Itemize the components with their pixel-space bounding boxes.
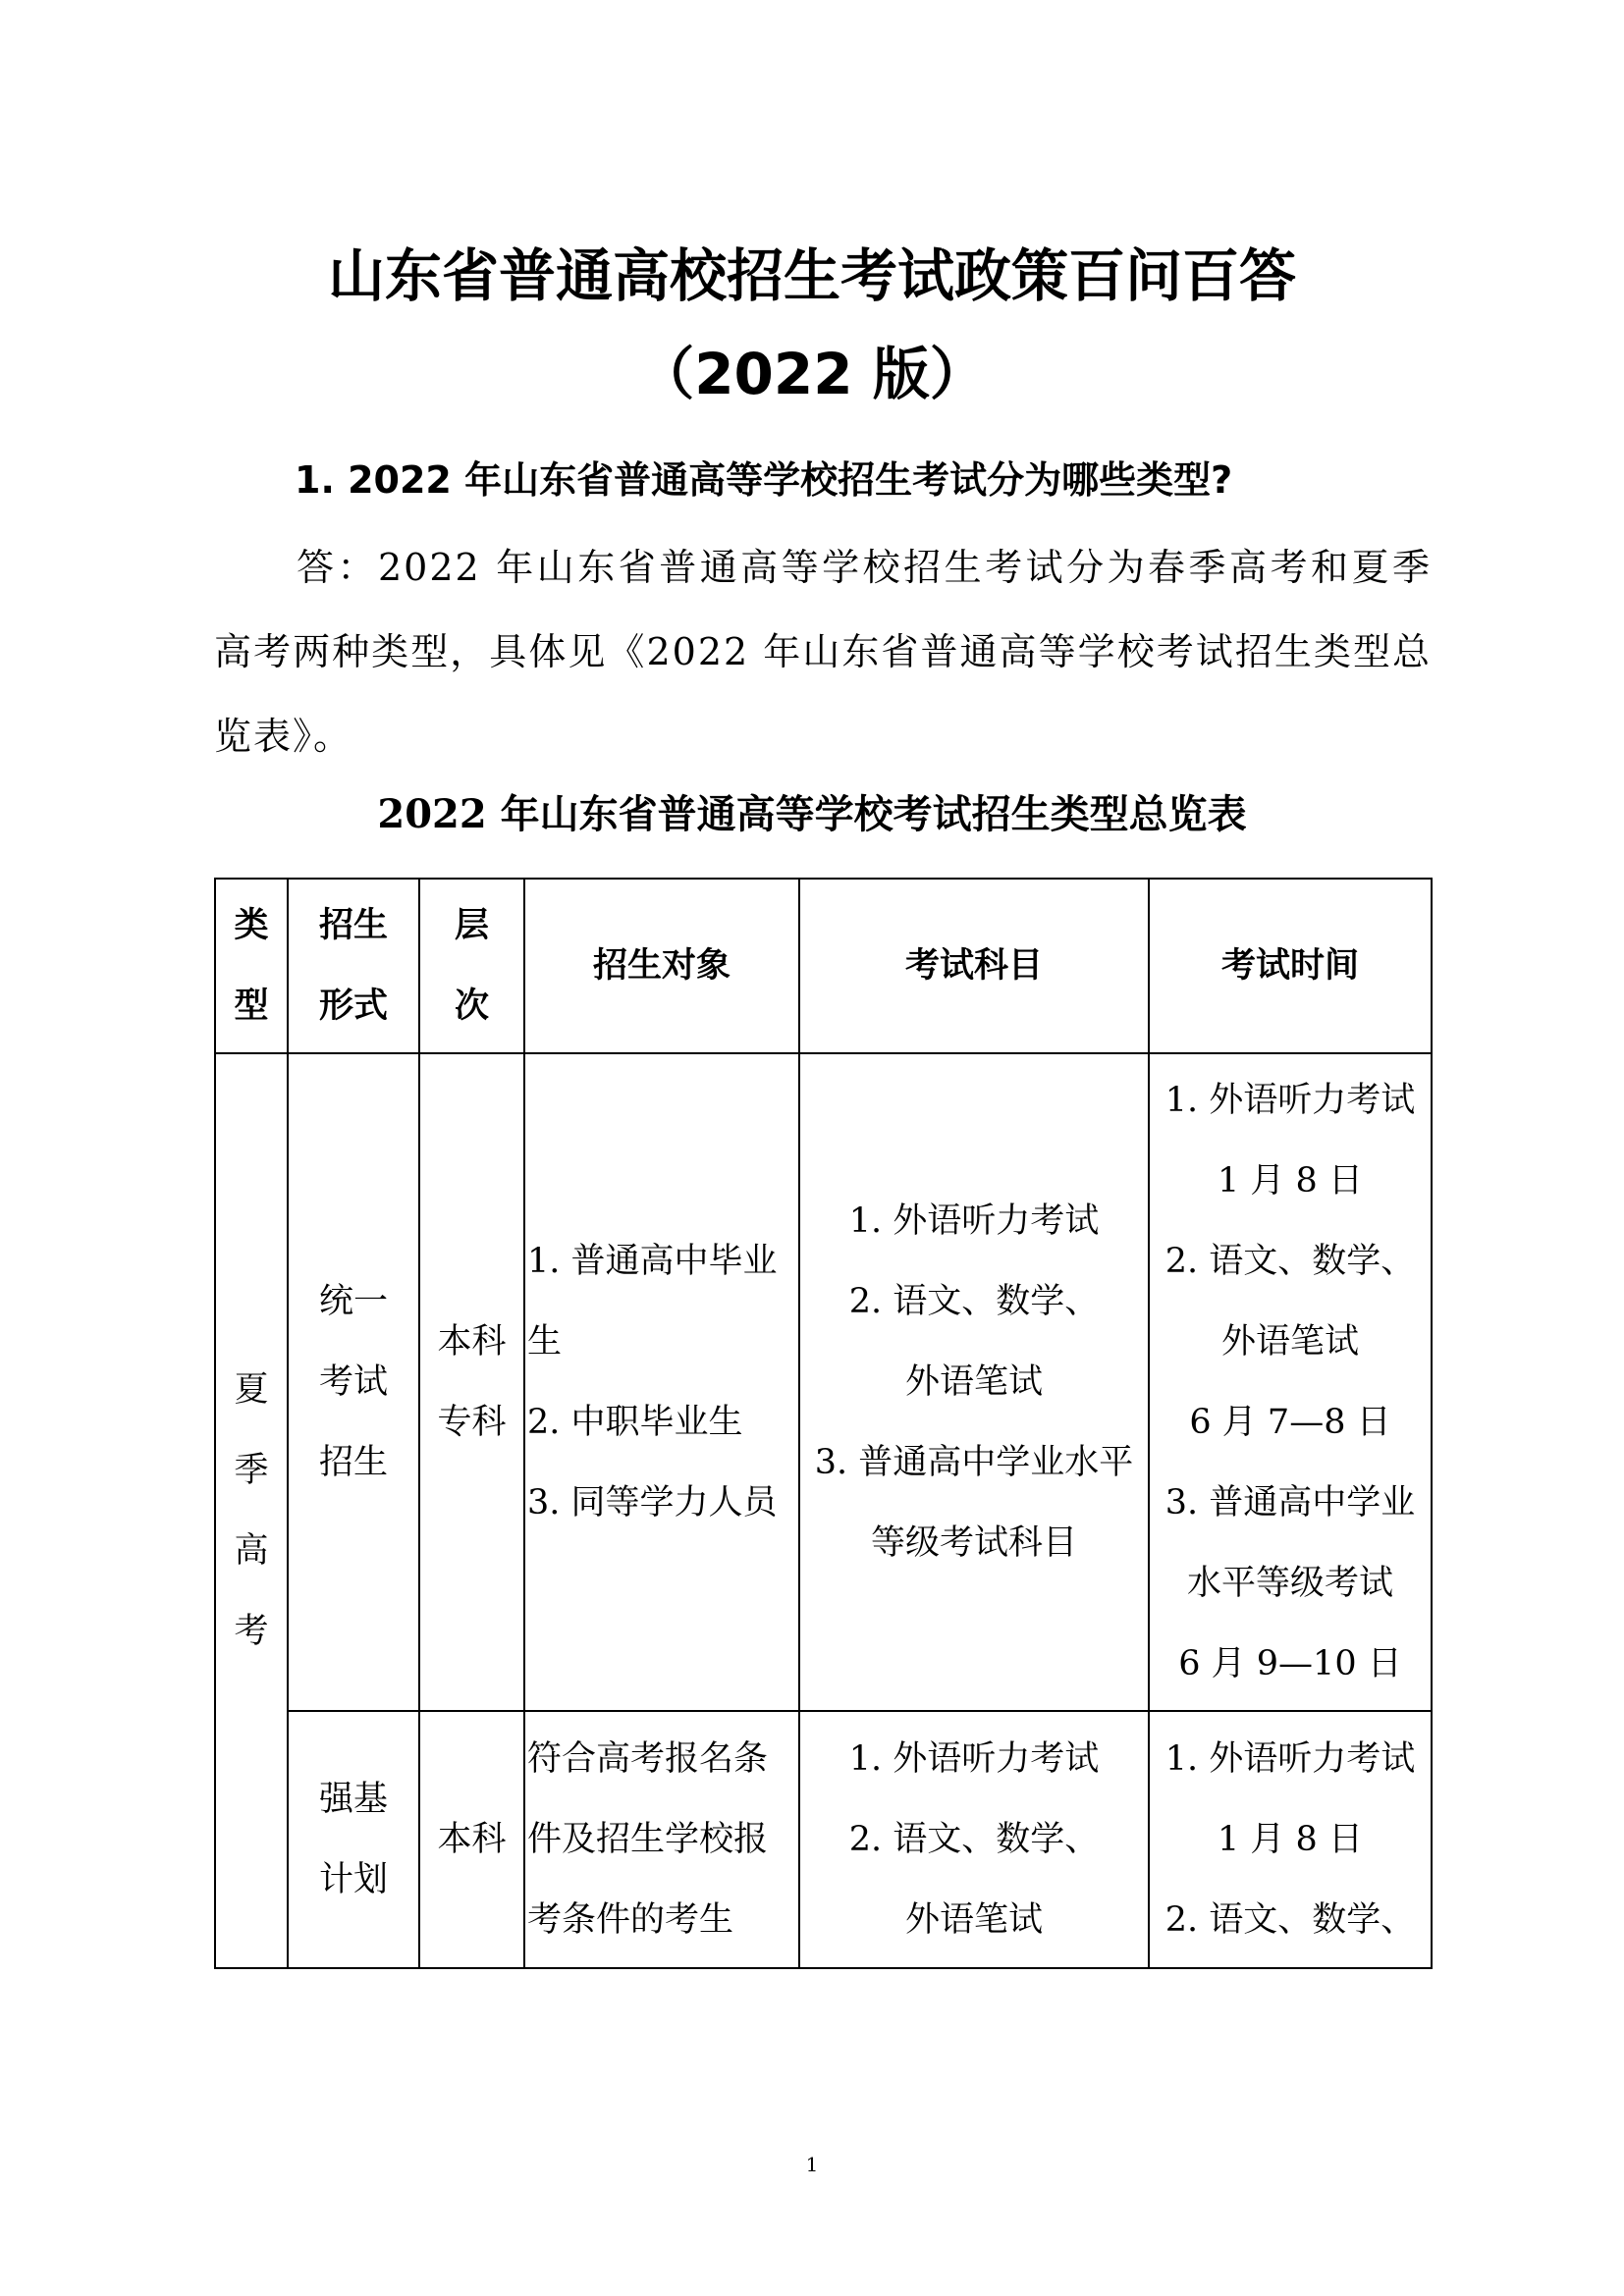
page-number: 1 xyxy=(805,2153,819,2176)
target-cell: 符合高考报名条 件及招生学校报 考条件的考生 xyxy=(524,1711,799,1968)
form-cell: 强基 计划 xyxy=(288,1711,419,1968)
header-level: 层 次 xyxy=(419,879,524,1053)
table-row xyxy=(215,1053,1432,1711)
header-time: 考试时间 xyxy=(1149,879,1432,1053)
subjects-cell: 1. 外语听力考试 2. 语文、数学、 外语笔试 3. 普通高中学业水平 等级考试科目 xyxy=(799,1053,1149,1711)
header-category: 类 型 xyxy=(215,879,288,1053)
subjects-cell: 1. 外语听力考试 2. 语文、数学、 外语笔试 xyxy=(799,1711,1149,1968)
table-header-row xyxy=(215,879,1432,1053)
admission-types-table xyxy=(214,878,1433,1969)
table-caption: 2022 年山东省普通高等学校考试招生类型总览表 xyxy=(377,791,1247,837)
time-cell: 1. 外语听力考试 1 月 8 日 2. 语文、数学、 xyxy=(1149,1711,1432,1968)
document-edition: （2022 版） xyxy=(637,341,987,407)
header-subjects: 考试科目 xyxy=(799,879,1149,1053)
category-cell: 夏 季 高 考 xyxy=(215,1053,288,1968)
table-row xyxy=(215,1711,1432,1968)
form-cell: 统一 考试 招生 xyxy=(288,1053,419,1711)
level-cell: 本科 xyxy=(419,1711,524,1968)
question-heading: 1. 2022 年山东省普通高等学校招生考试分为哪些类型? xyxy=(295,458,1233,502)
target-cell: 1. 普通高中毕业 生 2. 中职毕业生 3. 同等学力人员 xyxy=(524,1053,799,1711)
header-form: 招生 形式 xyxy=(288,879,419,1053)
level-cell: 本科 专科 xyxy=(419,1053,524,1711)
document-title: 山东省普通高校招生考试政策百问百答 xyxy=(327,242,1296,309)
header-target: 招生对象 xyxy=(524,879,799,1053)
answer-paragraph: 答：2022 年山东省普通高等学校招生考试分为春季高考和夏季高考两种类型，具体见《2022 年山东省普通高等学校考试招生类型总览表》。 xyxy=(214,546,1432,758)
time-cell: 1. 外语听力考试 1 月 8 日 2. 语文、数学、 外语笔试 6 月 7—8 日 3. 普通高中学业 水平等级考试 6 月 9—10 日 xyxy=(1149,1053,1432,1711)
